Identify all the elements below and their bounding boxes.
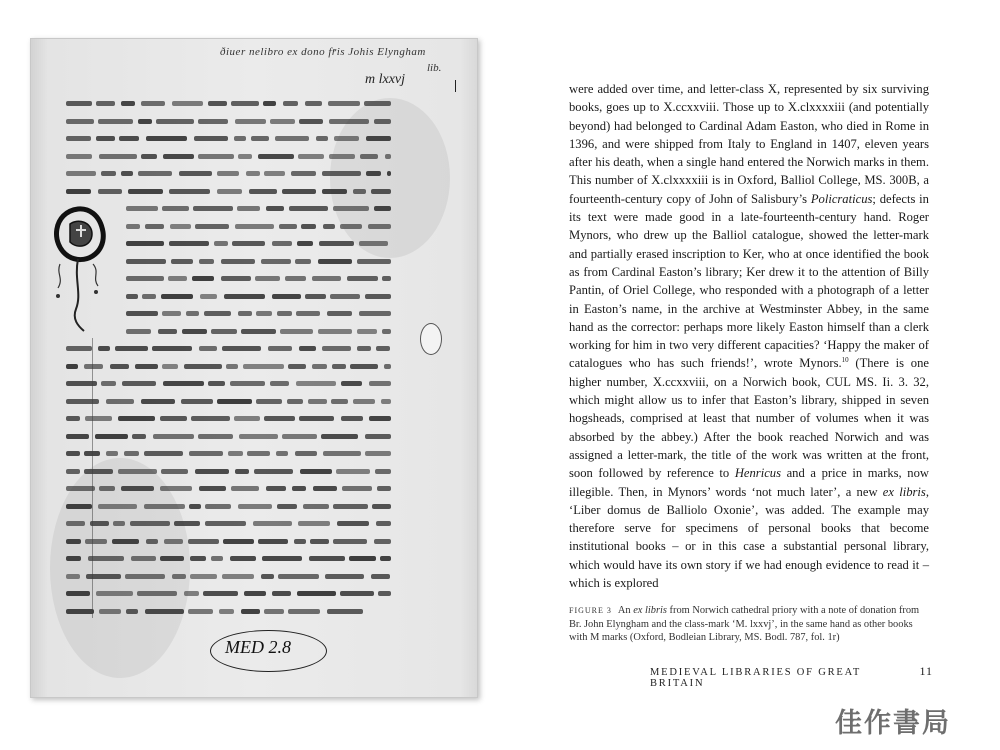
manuscript-line — [66, 567, 396, 585]
manuscript-photo — [30, 38, 478, 698]
body-text — [569, 80, 929, 592]
manuscript-text-block — [66, 94, 396, 618]
manuscript-line — [66, 584, 396, 602]
manuscript-line — [66, 374, 396, 392]
manuscript-line — [66, 357, 396, 375]
publisher-watermark: 佳作書局 — [835, 708, 951, 739]
manuscript-line — [66, 462, 396, 480]
manuscript-line — [66, 532, 396, 550]
manuscript-line — [66, 549, 396, 567]
footnote-ref: 10 — [841, 356, 849, 365]
corner-tick — [455, 80, 456, 92]
manuscript-line — [66, 147, 396, 165]
manuscript-line — [66, 514, 396, 532]
manuscript-line — [66, 427, 396, 445]
margin-ruling — [92, 338, 93, 618]
manuscript-line — [66, 392, 396, 410]
manuscript-line — [66, 409, 396, 427]
manuscript-line — [66, 602, 396, 619]
manuscript-line — [66, 112, 396, 130]
manuscript-line — [66, 94, 396, 112]
manuscript-line — [66, 182, 396, 200]
body-paragraph: were added over time, and letter-class X, represented by six surviving books, goes up to X.ccxxviii. Those up to X.clxxxxiii (and potentially beyond) had belonged to Cardinal Adam Easton, who died in Rome in 1396, and were shipped from Italy to England in 1407, eleven years after his death, when a single hand entered the Norwich marks in them. This number of X.clxxxxiii is in Oxford, Balliol College, MS. 300B, a fourteenth-century copy of John of Salisbury’s Policraticus; defects in its text were made good in a late-fourteenth-century hand. Roger Mynors, who drew up the Balliol catalogue, showed the letter-mark and partially erased inscription to Ker, who at once identified the book as from Cardinal Easton’s library; Ker drew it to the attention of Billy Pantin, of Oriel College, who responded with a photograph of a letter in Easton’s name, in the archive at Westminster Abbey, in the same hand as the corrector: perhaps more likely Easton himself than a clerk working for him in two very different capacities? ‘Happy the maker of catalogues who has such friends!’, wrote Mynors.$^{10}$ (There is one higher number, X.ccxxviii, on a Norwich book, CUL MS. Ii. 3. 32, which might allow us to infer that Easton’s library, shipped in seven hogsheads, comprised at least that number of volumes when it was absorbed by the abbey.) After the book reached Norwich and was assigned a letter-mark, the title of the work was written at the front, soon followed by reference to Henricus and a price in marks, now illegible. Then, in Mynors’ words ‘not much later’, a new ex libris, ‘Liber domus de Balliolo Oxonie’, was added. The example may therefore serve for specimens of personal books that become institutional books – or in this case a substantial personal library, which would have its own story if we had enough evidence to read it – which is explored — [569, 82, 929, 591]
manuscript-line — [66, 479, 396, 497]
manuscript-line — [66, 129, 396, 147]
caption-label: FIGURE 3 — [569, 606, 612, 615]
library-stamp-icon — [420, 323, 442, 355]
shelfmark: MED 2.8 — [225, 637, 291, 657]
running-title: MEDIEVAL LIBRARIES OF GREAT BRITAIN — [650, 667, 861, 689]
decorated-initial-icon — [48, 204, 118, 334]
corner-mark: lib. — [427, 62, 442, 74]
manuscript-line — [66, 339, 396, 357]
manuscript-line — [66, 164, 396, 182]
manuscript-line — [66, 497, 396, 515]
running-footer — [650, 664, 933, 689]
page-number: 11 — [919, 664, 933, 678]
manuscript-line — [66, 444, 396, 462]
donation-note: ðiuer nelibro ex dono fr̄is Johis Elyngham — [220, 46, 426, 58]
figure-caption: FIGURE 3 An ex libris from Norwich cathedral priory with a note of donation from Br. John Elyngham and the class-mark ‘M. lxxvj’, in the same hand as other books with M marks (Oxford, Bodleian Library, MS. Bodl. 787, fol. 1r) — [569, 605, 920, 643]
class-mark: m lxxvj — [365, 72, 406, 87]
